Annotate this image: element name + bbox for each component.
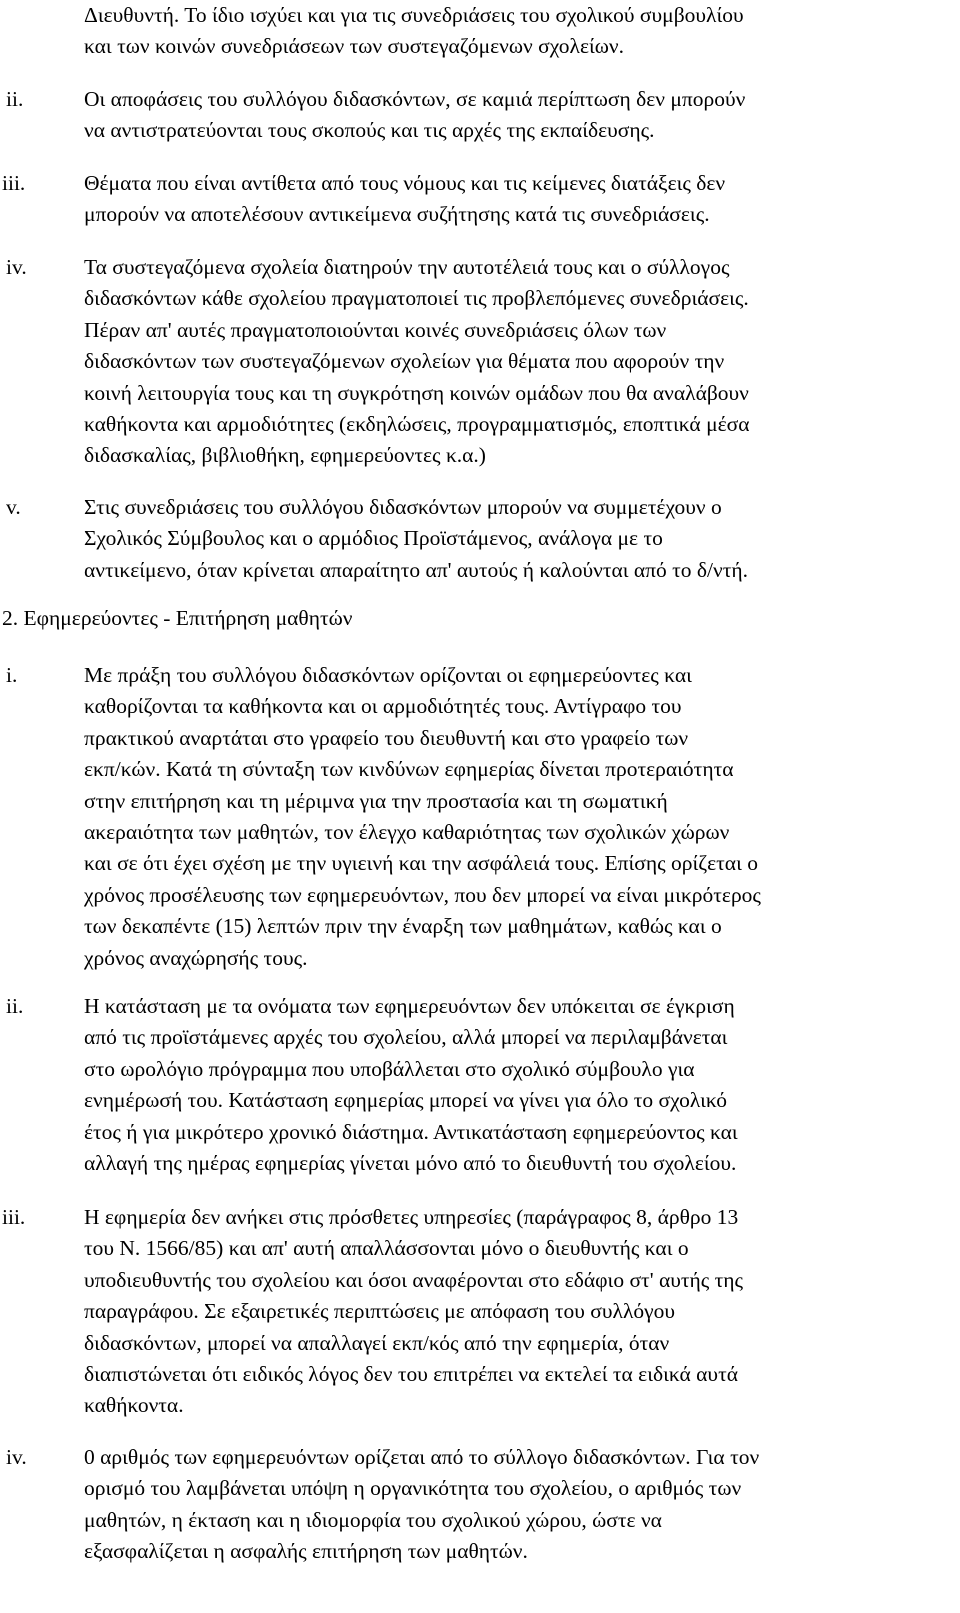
- item-number: i.: [6, 663, 18, 687]
- item-number: iii.: [2, 171, 26, 195]
- text-line: από τις προϊστάμενες αρχές του σχολείου, αλλά μπορεί να περιλαμβάνεται: [84, 1025, 728, 1050]
- text-line: ενημέρωσή του. Κατάσταση εφημερίας μπορεί να γίνει για όλο το σχολικό: [84, 1088, 727, 1113]
- text-line: των δεκαπέντε (15) λεπτών πριν την έναρξη των μαθημάτων, καθώς και ο: [84, 914, 722, 939]
- item-number: v.: [6, 495, 21, 519]
- text-line: Τα συστεγαζόμενα σχολεία διατηρούν την αυτοτέλειά τους και ο σύλλογος: [84, 255, 730, 279]
- text-line: στο ωρολόγιο πρόγραμμα που υποβάλλεται στο σχολικό σύμβουλο για: [84, 1056, 695, 1081]
- text-line: ορισμό του λαμβάνεται υπόψη η οργανικότητα του σχολείου, ο αριθμός των: [84, 1476, 742, 1501]
- text-line: Η εφημερία δεν ανήκει στις πρόσθετες υπηρεσίες (παράγραφος 8, άρθρο 13: [84, 1205, 739, 1229]
- text-line: πρακτικού αναρτάται στο γραφείο του διευθυντή και στο γραφείο των: [84, 725, 689, 750]
- text-line: χρόνος προσέλευσης των εφημερευόντων, που δεν μπορεί να είναι μικρότερος: [84, 882, 761, 907]
- item-text: [84, 492, 944, 586]
- text-line: έτος ή για μικρότερο χρονικό διάστημα. Αντικατάσταση εφημερεύοντος και: [84, 1119, 738, 1144]
- item-number: iv.: [6, 255, 27, 279]
- text-line: διδασκόντων των συστεγαζόμενων σχολείων για θέματα που αφορούν την: [84, 349, 725, 374]
- text-line: και σε ότι έχει σχέση με την υγιεινή και την ασφάλειά τους. Επίσης ορίζεται ο: [84, 851, 758, 876]
- text-line: παραγράφου. Σε εξαιρετικές περιπτώσεις με απόφαση του συλλόγου: [84, 1299, 676, 1324]
- text-line: εκπ/κών. Κατά τη σύνταξη των κινδύνων εφημερίας δίνεται προτεραιότητα: [84, 757, 734, 782]
- text-line: Πέραν απ' αυτές πραγματοποιούνται κοινές συνεδριάσεις όλων των: [84, 317, 667, 342]
- text-line: καθορίζονται τα καθήκοντα και οι αρμοδιότητές τους. Αντίγραφο του: [84, 694, 682, 719]
- item-text: [84, 1442, 944, 1568]
- text-line: Οι αποφάσεις του συλλόγου διδασκόντων, σε καμιά περίπτωση δεν μπορούν: [84, 87, 746, 111]
- text-line: διδασκαλίας, βιβλιοθήκη, εφημερεύοντες κ.α.): [84, 443, 486, 468]
- text-line: αντικείμενο, όταν κρίνεται απαραίτητο απ' αυτούς ή καλούνται από το δ/ντή.: [84, 557, 748, 582]
- text-line: ακεραιότητα των μαθητών, τον έλεγχο καθαριότητας των σχολικών χώρων: [84, 820, 730, 845]
- text-line: του Ν. 1566/85) και απ' αυτή απαλλάσσονται μόνο ο διευθυντής και ο: [84, 1236, 689, 1261]
- item-text: [84, 991, 944, 1179]
- text-line: εξασφαλίζεται η ασφαλής επιτήρηση των μαθητών.: [84, 1539, 528, 1564]
- text-line: καθήκοντα.: [84, 1393, 184, 1418]
- text-line: στην επιτήρηση και τη μέριμνα για την προστασία και τη σωματική: [84, 788, 668, 813]
- text-line: χρόνος αναχώρησής τους.: [84, 945, 308, 970]
- text-line: υποδιευθυντής του σχολείου και όσοι αναφέρονται στο εδάφιο στ' αυτής της: [84, 1267, 744, 1292]
- text-line: διδασκόντων κάθε σχολείου πραγματοποιεί τις προβλεπόμενες συνεδριάσεις.: [84, 286, 749, 311]
- item-number: iv.: [6, 1445, 27, 1469]
- section-heading: 2. Εφημερεύοντες - Επιτήρηση μαθητών: [2, 606, 353, 630]
- text-line: Θέματα που είναι αντίθετα από τους νόμους και τις κείμενες διατάξεις δεν: [84, 171, 726, 195]
- text-line: μαθητών, η έκταση και η ιδιομορφία του σχολικού χώρου, ώστε να: [84, 1507, 662, 1532]
- text-line: κοινή λειτουργία τους και τη συγκρότηση κοινών ομάδων που θα αναλάβουν: [84, 380, 749, 405]
- item-text: [84, 84, 944, 147]
- text-line: Στις συνεδριάσεις του συλλόγου διδασκόντων μπορούν να συμμετέχουν ο: [84, 495, 722, 519]
- text-line: αλλαγή της ημέρας εφημερίας γίνεται μόνο από το διευθυντή του σχολείου.: [84, 1151, 737, 1176]
- text-line: διδασκόντων, μπορεί να απαλλαγεί εκπ/κός από την εφημερία, όταν: [84, 1330, 670, 1355]
- text-line: μπορούν να αποτελέσουν αντικείμενα συζήτησης κατά τις συνεδριάσεις.: [84, 202, 710, 227]
- item-number: ii.: [6, 87, 24, 111]
- text-line: Η κατάσταση με τα ονόματα των εφημερευόντων δεν υπόκειται σε έγκριση: [84, 994, 735, 1018]
- item-text: [84, 168, 944, 231]
- item-text: [84, 252, 944, 472]
- item-number: iii.: [2, 1205, 26, 1229]
- text-line: διαπιστώνεται ότι ειδικός λόγος δεν του επιτρέπει να εκτελεί τα ειδικά αυτά: [84, 1362, 738, 1387]
- continuation-paragraph: [84, 0, 944, 63]
- text-line: καθήκοντα και αρμοδιότητες (εκδηλώσεις, προγραμματισμός, εποπτικά μέσα: [84, 412, 750, 437]
- text-line: Διευθυντή. Το ίδιο ισχύει και για τις συνεδριάσεις του σχολικού συμβουλίου: [84, 3, 744, 27]
- item-text: [84, 660, 944, 974]
- text-line: Με πράξη του συλλόγου διδασκόντων ορίζονται οι εφημερεύοντες και: [84, 663, 692, 687]
- text-line: 0 αριθμός των εφημερευόντων ορίζεται από το σύλλογο διδασκόντων. Για τον: [84, 1445, 760, 1469]
- text-line: και των κοινών συνεδριάσεων των συστεγαζόμενων σχολείων.: [84, 34, 625, 59]
- text-line: να αντιστρατεύονται τους σκοπούς και τις αρχές της εκπαίδευσης.: [84, 118, 655, 143]
- item-number: ii.: [6, 994, 24, 1018]
- item-text: [84, 1202, 944, 1422]
- text-line: Σχολικός Σύμβουλος και ο αρμόδιος Προϊστάμενος, ανάλογα με το: [84, 526, 663, 551]
